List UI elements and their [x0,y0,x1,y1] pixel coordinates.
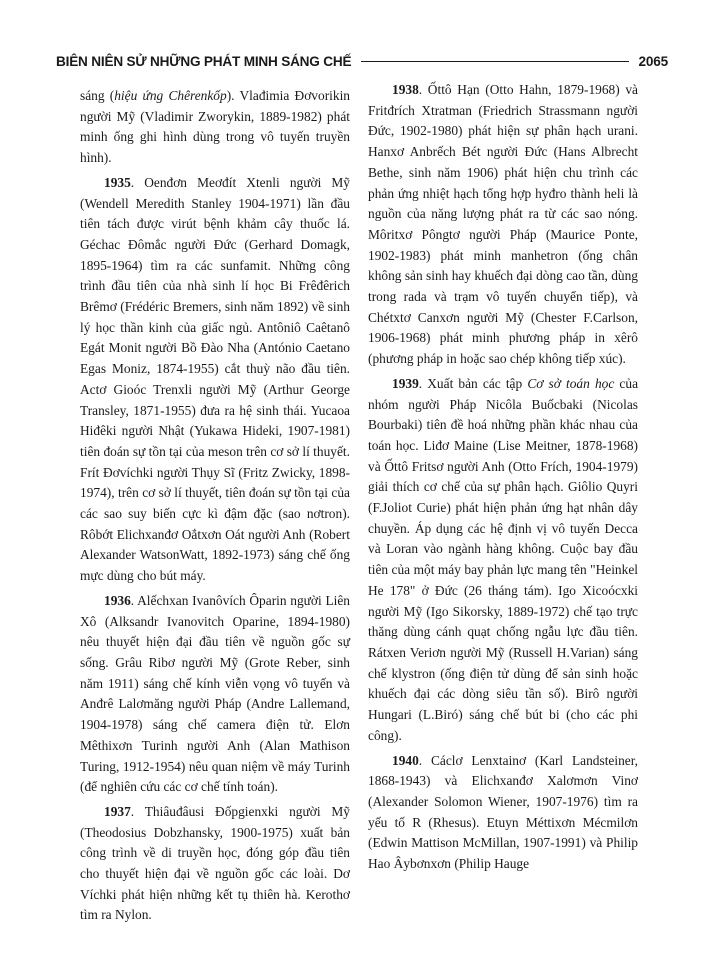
year-label: 1938 [392,82,419,97]
entry-1939 [368,374,638,747]
entry-1935 [80,173,350,587]
text-run: ). Vlađimia Đơvorikin người Mỹ (Vladimir Zworykin, 1889-1982) phát minh ống ghi hình dùng trong vô tuyến truyền hình). [80,88,350,166]
entry-1940 [368,751,638,875]
text-run: . Xuất bản các tập [418,375,528,391]
entry-1937 [80,802,350,926]
italic-book-title: Cơ sở toán học [527,375,615,391]
entry-text: của nhóm người Pháp Nicôla Buốcbaki (Nicolas Bourbaki) tiên đề hoá những phần khác nhau của toán học. Liđơ Maine (Lise Meitner, 1878-1968) và Ốttô Fritsơ người Anh (Otto Frích, 1904-1979) giải thích cơ chế của sự phân hạch. Giôlio Quyri (F.Joliot Curie) phát hiện phản ứng hạt nhân dây chuyền. Áp dụng các hệ định vị vô tuyến Decca và Loran vào ngành hàng không. Cuộc bay đầu tiên của một máy bay phản lực mang tên "Heinkel He 178" ở Đức (26 tháng tám). Igo Xicoócxki người Mỹ (Igo Sikorsky, 1889-1972) chế tạo trực thăng dùng cánh quạt chống ngẫu lực đầu tiên. Rátxen Veriơn người Mỹ (Russell H.Varian) sáng chế klystron (ống điện tử dùng để sản sinh hoặc khuếch đại các dòng siêu tần số). Birô người Hungari (L.Biró) sáng chế bút bi (cho các phi công). [368,375,639,743]
entry-text: . Alếchxan Ivanôvích Ôparin người Liên Xô (Alksandr Ivanovitch Oparine, 1894-1980) nêu thuyết hiện đại đầu tiên về nguồn gốc sự sống. Grâu Ribơ người Mỹ (Grote Reber, sinh năm 1911) sáng chế kính viễn vọng vô tuyến và Anđrê Lalơmăng người Pháp (Andre Lallemand, 1904-1978) sáng chế camera điện tử. Elơn Mêthixơn Turinh người Anh (Alan Mathison Turing, 1912-1954) nêu quan niệm về máy Turinh (để nghiên cứu các cơ chế tính toán). [80,592,350,795]
entry-1936 [80,591,350,798]
italic-term: hiệu ứng Chêrenkốp [114,88,227,103]
entry-text: . Ốttô Hạn (Otto Hahn, 1879-1968) và Fritđrích Xtratman (Friedrich Strassmann người Đức, 1902-1980) phát hiện sự phân hạch urani. Hanxơ Anbrếch Bét người Đức (Hans Albrecht Bethe, sinh năm 1906) phát hiện chu trình các phản ứng nhiệt hạch tổng hợp hyđro thành heli là nguồn của năng lượng phát ra từ các sao nóng. Môritxơ Pôngtơ người Pháp (Maurice Ponte, 1902-1983) phát minh manhetron (ống chân không sản sinh hay khuếch đại dòng cao tần, dùng trong rada và trạm vô tuyến chuyển tiếp), và Chétxtơ Canxơn người Mỹ (Chester F.Carlson, 1906-1968) phát minh phương pháp in xêrô (phương pháp in hoặc sao chép không tiếp xúc). [368,82,638,367]
year-label: 1939 [392,375,419,391]
paragraph-continuation [80,86,350,169]
right-column [368,80,638,875]
left-column [80,86,350,926]
running-header [56,50,668,72]
book-title: BIÊN NIÊN SỬ NHỮNG PHÁT MINH SÁNG CHẾ [56,53,352,69]
entry-text: . Oenđơn Meơđít Xtenli người Mỹ (Wendell Meredith Stanley 1904-1971) lần đầu tiên tách được virút bệnh khảm cây thuốc lá. Géchac Đômắc người Đức (Gerhard Domagk, 1895-1964) tìm ra các sunfamit. Những công trình đầu tiên của nhà sinh lí học Bi Frêđêrich Brêmơ (Frédéric Bremers, sinh năm 1892) về sinh lý học thần kinh của giấc ngủ. Antôniô Caêtanô Egát Monit người Bồ Đào Nha (António Caetano Egas Moniz, 1874-1955) cắt thuỳ não đầu tiên. Actơ Gioóc Trenxli người Mỹ (Arthur George Transley, 1871-1955) đưa ra hệ sinh thái. Yucaoa Hiđêki người Nhật (Yukawa Hideki, 1907-1981) tiên đoán sự tồn tại của meson trên cơ sở lí thuyết. Frít Đơvíchki người Thụy Sĩ (Fritz Zwicky, 1898-1974), trên cơ sở lí thuyết, tiên đoán sự tồn tại của các sao suy biến cực kì đậm đặc (sao nơtron). Rôbớt Elichxanđơ Oắtxơn Oát người Anh (Robert Alexander WatsonWatt, 1892-1973) sáng chế ống mực dùng cho bút máy. [80,174,350,584]
page-number: 2065 [638,53,668,69]
entry-text: . Cáclơ Lenxtainơ (Karl Landsteiner, 1868-1943) và Elichxanđơ Xalơmơn Vinơ (Alexander Solomon Wiener, 1907-1976) tìm ra yếu tố R (Rhesus). Etuyn Méttixơn Mécmilơn (Edwin Mattison McMillan, 1907-1991) và Philip Hao Âybơnxơn (Philip Hauge [368,752,638,872]
year-label: 1940 [392,752,419,768]
year-label: 1936 [104,592,131,608]
year-label: 1935 [104,174,131,190]
year-label: 1937 [104,803,131,819]
header-rule [361,61,628,62]
entry-1938 [368,80,638,370]
text-run: sáng ( [80,88,115,103]
entry-text: . Thiâuđâusi Đốpgienxki người Mỹ (Theodosius Dobzhansky, 1900-1975) xuất bản công trình về di truyền học, đóng góp đầu tiên cho thuyết hiện đại về nguồn gốc các loài. Dơ Víchki phát hiện những kết tụ thiên hà. Kerothơ tìm ra Nylon. [80,803,350,923]
